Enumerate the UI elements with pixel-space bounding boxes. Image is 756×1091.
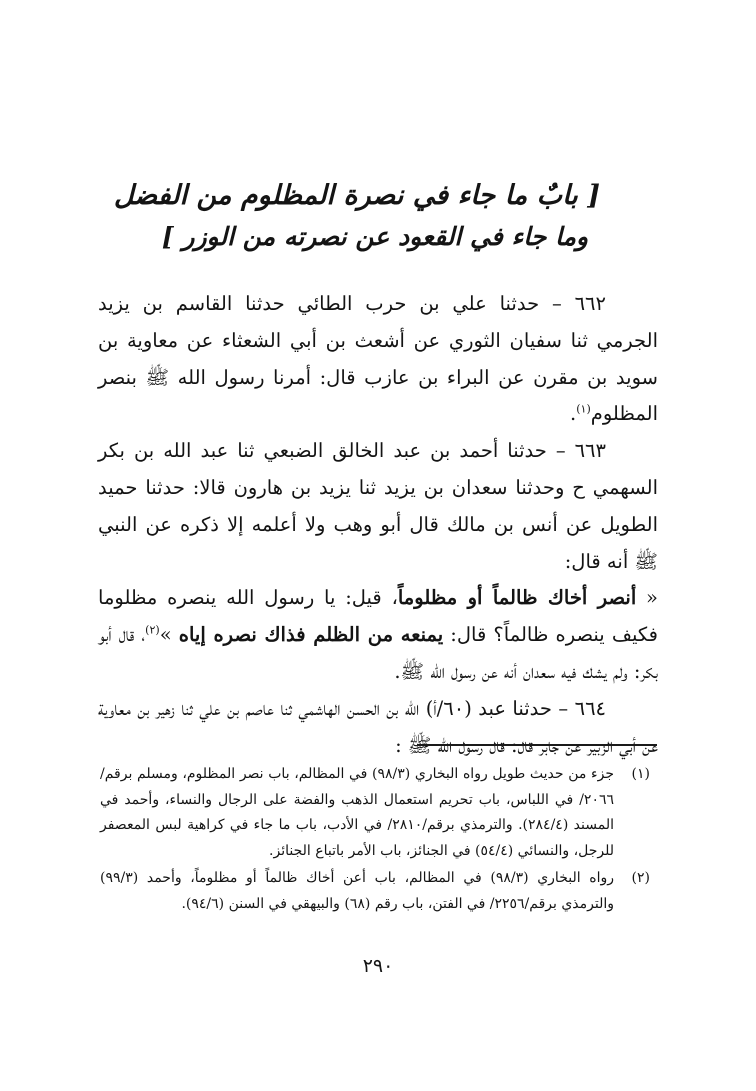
footnote-2 [100,866,650,917]
hadith-text: – حدثنا عبد (٦٠/أ) الله بن الحسن الهاشمي ثنا عاصم بن علي ثنا زهير بن معاوية عن أبي الزبير عن جابر قال: قال رسول الله ﷺ : [98,696,658,757]
footnote-1 [100,762,650,864]
quote-open: « [636,586,658,610]
quote-part-1: أنصر أخاك ظالماً أو مظلوماً [397,586,637,610]
quote-tail: ، قال أبو بكر: ولم يشك فيه سعدان أنه عن رسول الله ﷺ. [98,623,658,683]
hadith-664 [98,691,658,765]
page-number: ٢٩٠ [362,955,394,977]
hadith-tail: . [570,402,577,426]
quote-middle: ، قيل: يا رسول الله ينصره مظلوما فكيف ينصره ظالماً؟ قال: [98,586,658,647]
main-text [98,286,658,764]
hadith-quote [98,580,658,690]
footnote-text: رواه البخاري (٩٨/٣) في المظالم، باب أعن أخاك ظالماً أو مظلوماً، وأحمد (٩٩/٣) والترمذي برقم/٢٢٥٦/ في الفتن، باب رقم (٦٨) والبيهقي في السنن (٩٤/٦). [100,870,615,912]
hadith-number: ٦٦٤ [574,696,607,720]
footnote-reference: (١) [576,402,591,416]
hadith-text: – حدثنا أحمد بن عبد الخالق الضبعي ثنا عبد الله بن بكر السهمي ح وحدثنا سعدان بن يزيد ثنا يزيد بن هارون قالا: حدثنا حميد الطويل عن أنس بن مالك قال أبو وهب ولا أعلمه إلا ذكره عن النبي ﷺ أنه قال: [98,439,658,573]
footnote-number: (٢) [631,870,650,886]
hadith-number: ٦٦٢ [574,292,606,315]
hadith-number: ٦٦٣ [574,439,606,463]
footnote-reference: (٢) [145,623,160,637]
hadith-662 [98,286,658,433]
hadith-663 [98,433,658,580]
footnote-text: جزء من حديث طويل رواه البخاري (٩٨/٣) في المظالم، باب نصر المظلوم، ومسلم برقم/٢٠٦٦/ في اللباس، باب تحريم استعمال الذهب والفضة على الرجال والنساء، وأحمد في المسند (٢٨٤/٤). والترمذي برقم/٢٨١٠/ في الأدب، باب ما جاء في كراهية لبس المعصفر للرجل، والنسائي (٥٤/٤) في الجنائز، باب الأمر باتباع الجنائز. [100,766,614,859]
hadith-text: – حدثنا علي بن حرب الطائي حدثنا القاسم بن يزيد الجرمي ثنا سفيان الثوري عن أشعث بن أبي الشعثاء عن معاوية بن سويد بن مقرن عن البراء بن عازب قال: أمرنا رسول الله ﷺ بنصر المظلوم [98,292,658,426]
quote-part-2: يمنعه من الظلم فذاك نصره إياه [178,623,444,647]
footnote-divider [417,744,657,746]
quote-close: » [159,623,179,647]
footnote-number: (١) [631,766,650,782]
chapter-heading-line-1: [ بابٌ ما جاء في نصرة المظلوم من الفضل [113,180,600,211]
footnotes [100,762,650,919]
chapter-heading-line-2: وما جاء في القعود عن نصرته من الوزر ] [161,222,589,251]
